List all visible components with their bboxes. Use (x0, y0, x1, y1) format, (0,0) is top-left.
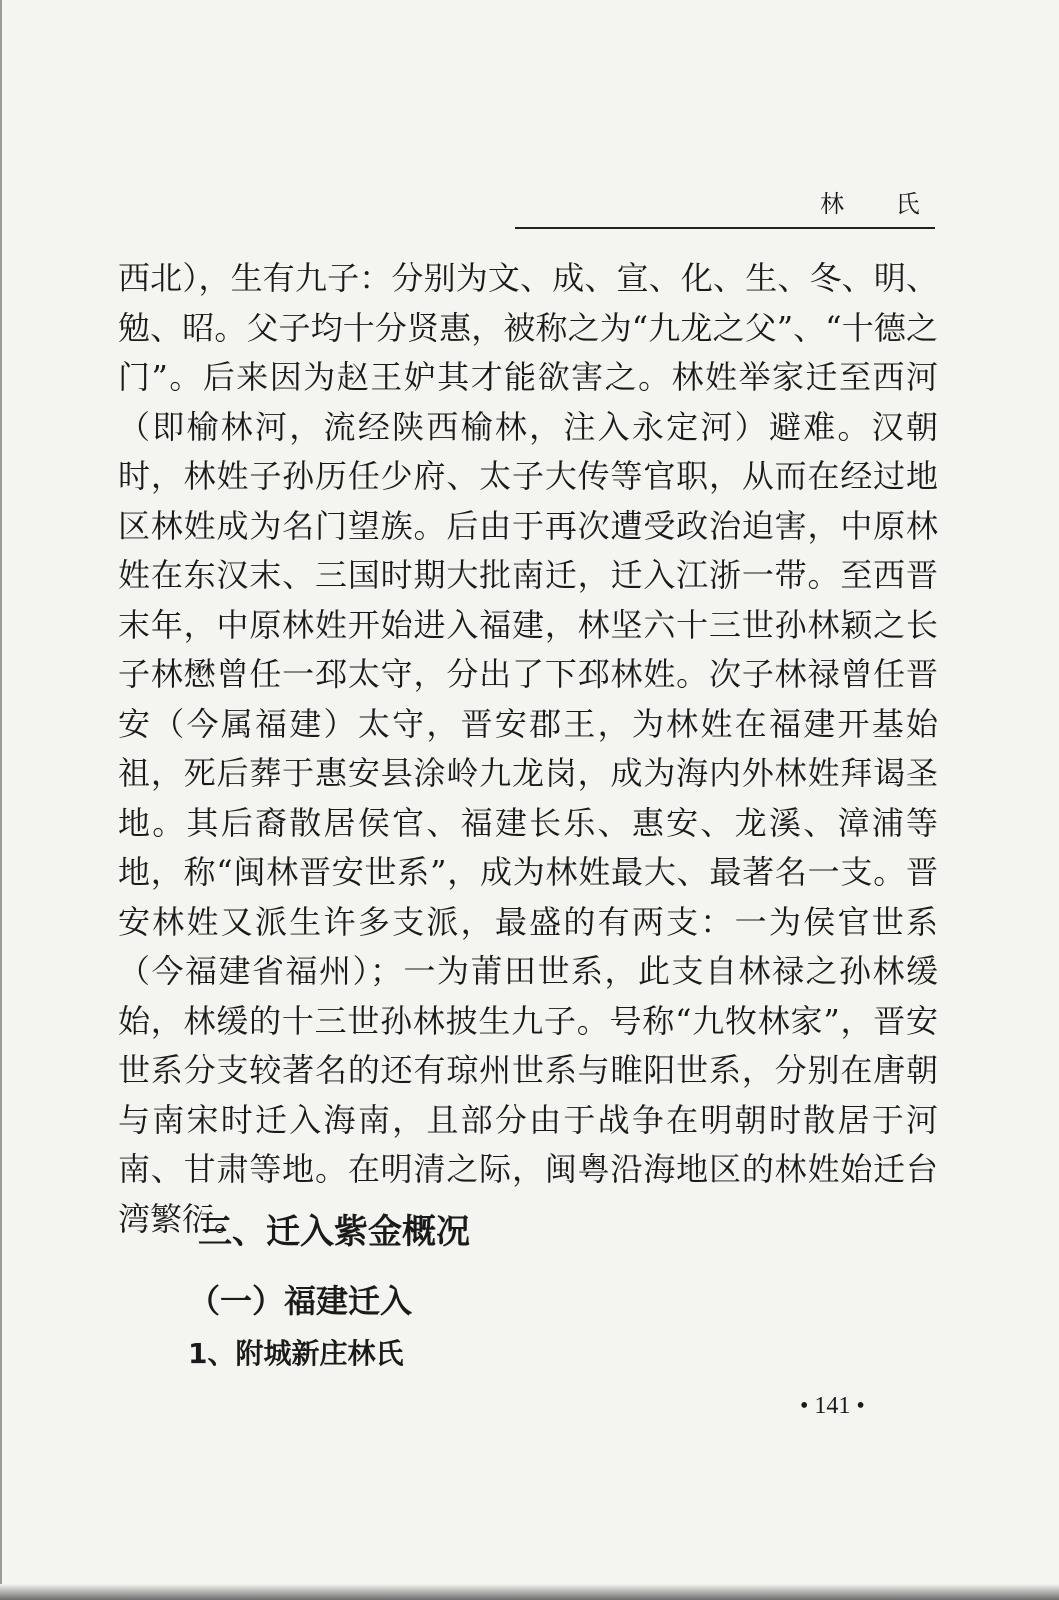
running-head: 林 氏 (820, 190, 942, 218)
scan-edge-bottom (0, 1584, 1059, 1600)
subsection-heading: （一）福建迁入 (188, 1282, 413, 1320)
body-paragraph: 西北），生有九子：分别为文、成、宣、化、生、冬、明、勉、昭。父子均十分贤惠，被称之为“九龙之父”、“十德之门”。后来因为赵王妒其才能欲害之。林姓举家迁至西河（即榆林河，流经陕西榆林，注入永定河）避难。汉朝时，林姓子孙历任少府、太子大传等官职，从而在经过地区林姓成为名门望族。后由于再次遭受政治迫害，中原林姓在东汉末、三国时期大批南迁，迁入江浙一带。至西晋末年，中原林姓开始进入福建，林坚六十三世孙林颖之长子林懋曾任一邳太守，分出了下邳林姓。次子林禄曾任晋安（今属福建）太守，晋安郡王，为林姓在福建开基始祖，死后葬于惠安县涂岭九龙岗，成为海内外林姓拜谒圣地。其后裔散居侯官、福建长乐、惠安、龙溪、漳浦等地，称“闽林晋安世系”，成为林姓最大、最著名一支。晋安林姓又派生许多支派，最盛的有两支：一为侯官世系（今福建省福州）；一为莆田世系，此支自林禄之孙林缓始，林缓的十三世孙林披生九子。号称“九牧林家”，晋安世系分支较著名的还有琼州世系与睢阳世系，分别在唐朝与南宋时迁入海南，且部分由于战争在明朝时散居于河南、甘肃等地。在明清之际，闽粤沿海地区的林姓始迁台湾繁衍。 (118, 259, 938, 1238)
scan-edge-left (0, 0, 2, 1600)
header-rule (515, 227, 935, 229)
page-number: • 141 • (800, 1393, 865, 1419)
item-heading: 1、附城新庄林氏 (188, 1337, 404, 1370)
section-heading: 三、迁入紫金概况 (198, 1212, 470, 1252)
